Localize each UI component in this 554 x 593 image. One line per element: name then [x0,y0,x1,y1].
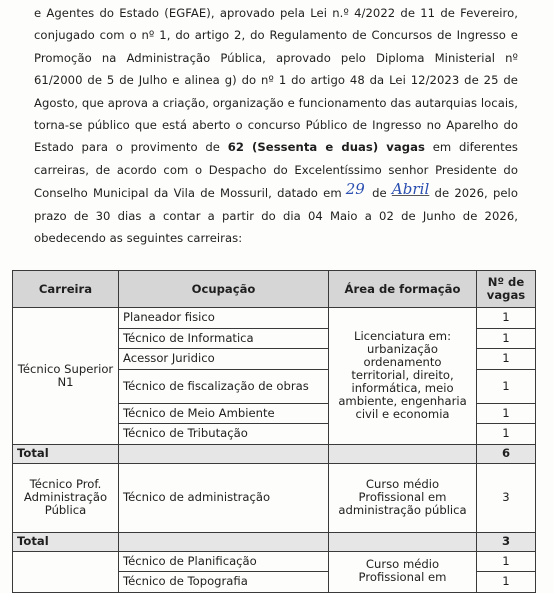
careers-table [12,270,536,593]
ocupacao-cell: Planeador fisico [119,308,329,329]
total-label: Total [13,444,119,463]
carreira-cell [13,551,119,592]
vagas-cell: 1 [477,308,536,329]
header-carreira: Carreira [13,271,119,308]
intro-text-3: de [366,186,387,201]
vagas-cell: 1 [477,328,536,349]
ocupacao-cell: Técnico de Planificação [119,551,329,572]
total-label: Total [13,532,119,551]
handwritten-day: 29 [345,180,365,199]
vagas-cell: 1 [477,572,536,593]
total-value: 3 [477,532,536,551]
total-row [13,444,536,463]
vagas-cell: 1 [477,424,536,445]
total-value: 6 [477,444,536,463]
total-spacer [119,444,329,463]
table-header-row [13,271,536,308]
header-vagas: Nº de vagas [477,271,536,308]
vagas-cell: 1 [477,349,536,370]
vagas-cell: 1 [477,403,536,424]
intro-text-2: em diferentes carreiras, de acordo com o Despacho do Excelentíssimo senhor Presidente do Conselho Municipal da Vila de Mossuril, datado em [34,140,518,201]
area-cell: Curso médio Profissional em [329,551,477,592]
vagas-cell: 1 [477,369,536,403]
ocupacao-cell: Técnico de Tributação [119,424,329,445]
ocupacao-cell: Técnico de administração [119,463,329,532]
ocupacao-cell: Técnico de fiscalização de obras [119,369,329,403]
carreira-cell: Técnico Prof. Administração Pública [13,463,119,532]
header-ocupacao: Ocupação [119,271,329,308]
intro-paragraph [34,2,518,249]
total-row [13,532,536,551]
intro-text-1: e Agentes do Estado (EGFAE), aprovado pela Lei n.º 4/2022 de 11 de Fevereiro, conjugado com o nº 1, do artigo 2, do Regulamento de Concursos de Ingresso e Promoção na Administração Pública, aprovado pelo Diploma Ministerial nº 61/2000 de 5 de Julho e alinea g) do nº 1 do artigo 48 da Lei 12/2023 de 25 de Agosto, que aprova a criação, organização e funcionamento das autarquias locais, torna-se público que está aberto o concurso Público de Ingresso no Aparelho do Estado para o provimento de [34,6,518,155]
header-area: Área de formação [329,271,477,308]
vagas-cell: 1 [477,551,536,572]
total-spacer [329,532,477,551]
ocupacao-cell: Acessor Juridico [119,349,329,370]
total-spacer [329,444,477,463]
vacancies-count: 62 (Sessenta e duas) vagas [227,140,425,155]
ocupacao-cell: Técnico de Meio Ambiente [119,403,329,424]
ocupacao-cell: Técnico de Topografia [119,572,329,593]
intro-text-4: de 2026, pelo prazo de 30 dias a contar a partir do dia 04 Maio a 02 de Junho de 2026, obedecendo as seguintes carreiras: [34,186,518,246]
ocupacao-cell: Técnico de Informatica [119,328,329,349]
vagas-cell: 3 [477,463,536,532]
carreira-cell: Técnico Superior N1 [13,308,119,445]
total-spacer [119,532,329,551]
table-row [13,551,536,572]
area-cell: Curso médio Profissional em administração pública [329,463,477,532]
handwritten-month: Abril [391,180,430,199]
table-row [13,463,536,532]
table-row [13,308,536,329]
area-cell: Licenciatura em: urbanização ordenamento territorial, direito, informática, meio ambiente, engenharia civil e economia [329,308,477,445]
